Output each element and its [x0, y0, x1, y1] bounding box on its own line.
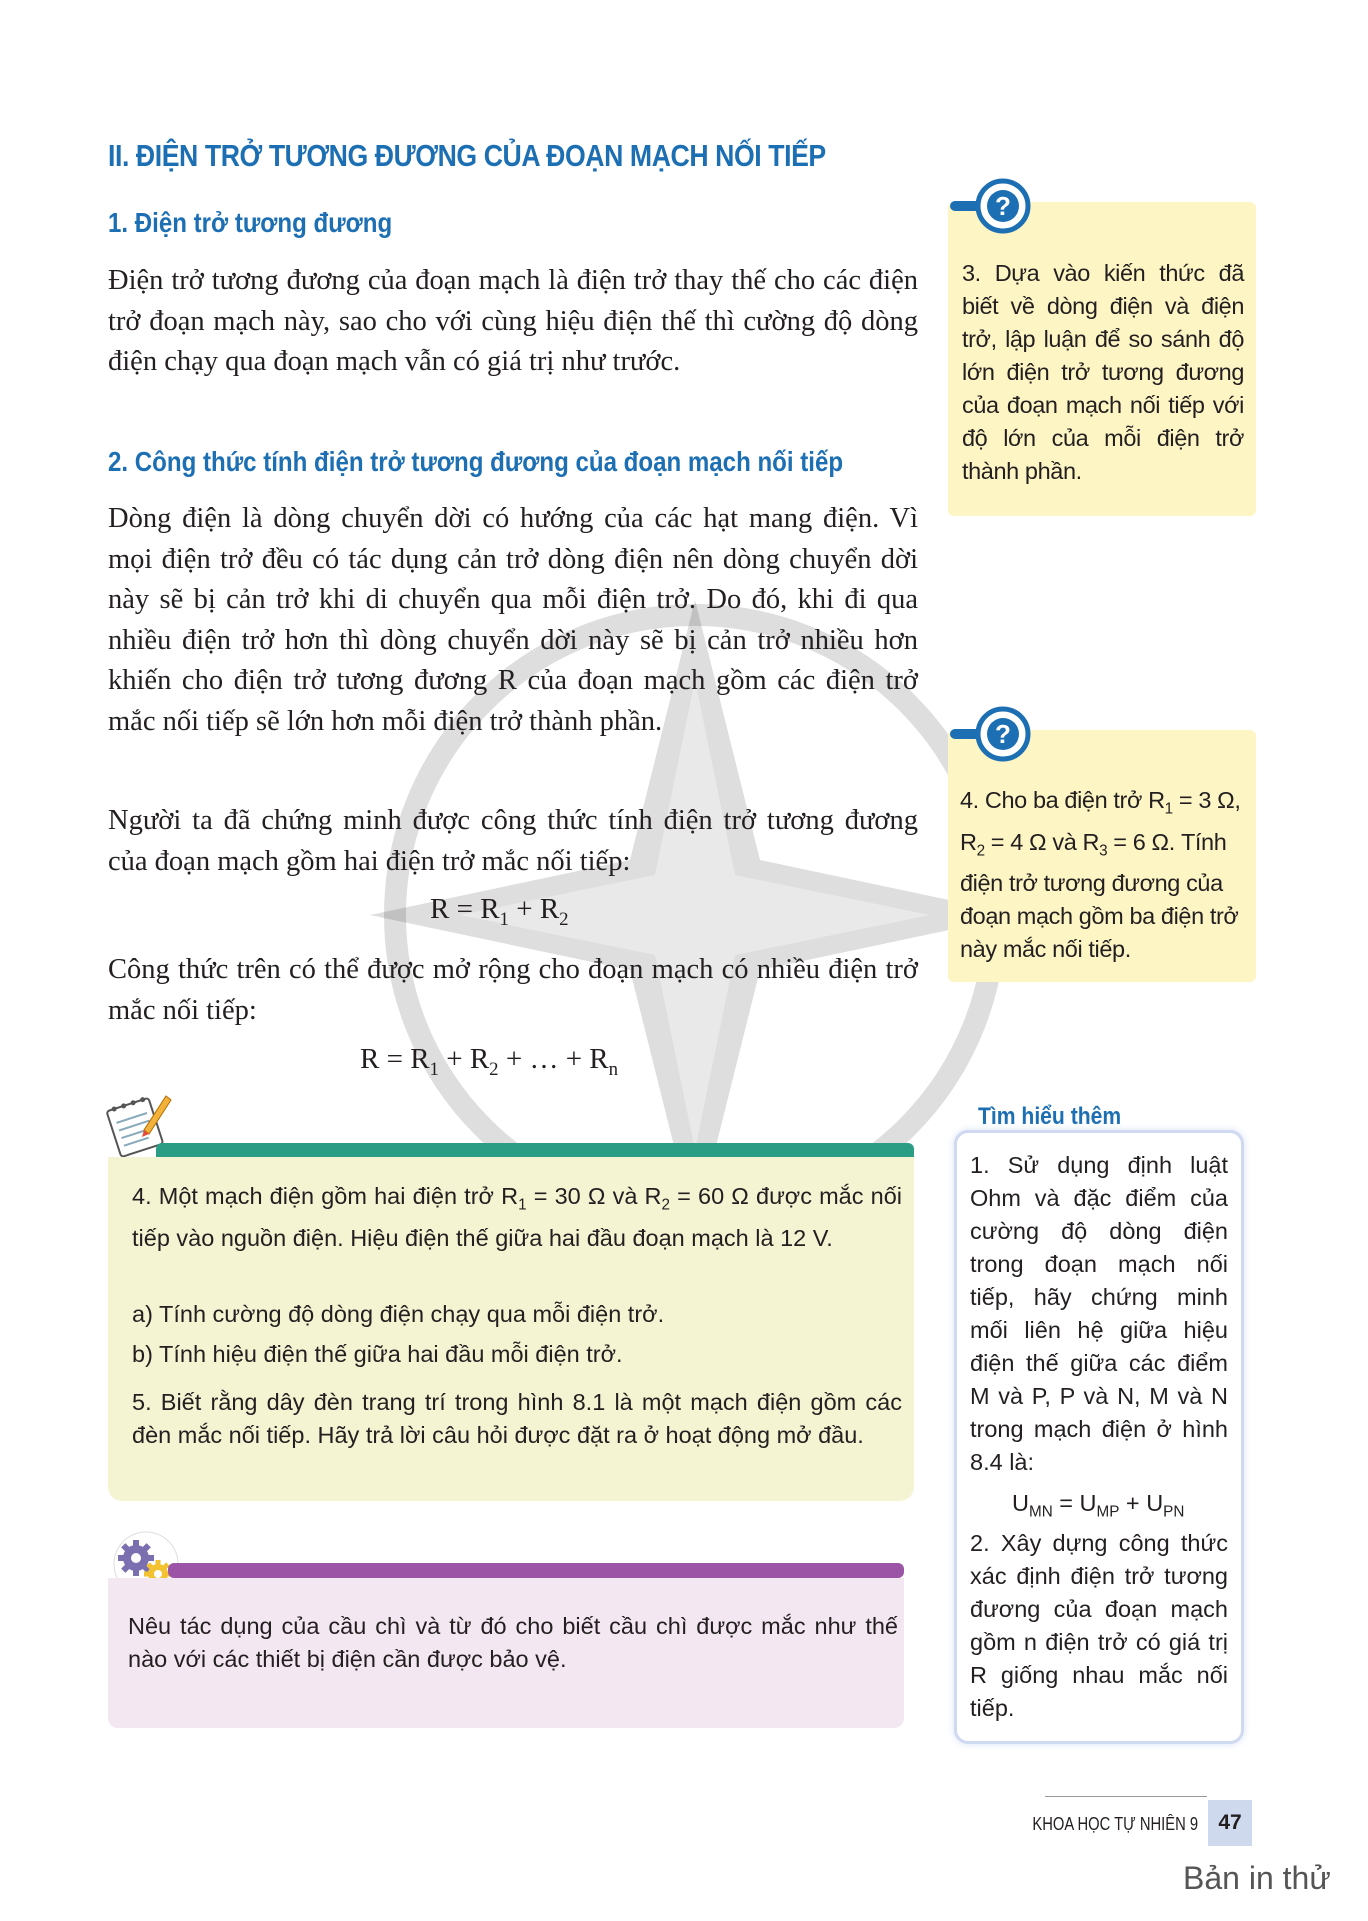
exercise-5-text: 5. Biết rằng dây đèn trang trí trong hình 8.1 là một mạch điện gồm các đèn mắc nối tiếp. Hãy trả lời câu hỏi được đặt ra ở hoạt động mở đầu.: [132, 1389, 902, 1448]
exercise-4a-text: a) Tính cường độ dòng điện chạy qua mỗi điện trở.: [132, 1301, 665, 1327]
section-title: II. ĐIỆN TRỞ TƯƠNG ĐƯƠNG CỦA ĐOẠN MẠCH NỐI TIẾP: [108, 138, 826, 173]
learn-more-title: Tìm hiểu thêm: [978, 1103, 1122, 1130]
svg-text:?: ?: [995, 191, 1011, 221]
question-icon: [948, 703, 1038, 765]
learn-more-paragraph-1: 1. Sử dụng định luật Ohm và đặc điểm của cường độ dòng điện trong đoạn mạch nối tiếp, hãy chứng minh mối liên hệ giữa hiệu điện thế giữa các điểm M và P, P và N, M và N trong mạch điện ở hình 8.4 là:: [970, 1152, 1228, 1475]
discussion-header-bar: [168, 1563, 904, 1578]
learn-more-paragraph-2: 2. Xây dựng công thức xác định điện trở tương đương của đoạn mạch gồm n điện trở có giá trị R giống nhau mắc nối tiếp.: [970, 1530, 1228, 1721]
subsection-2-paragraph-3: Công thức trên có thể được mở rộng cho đoạn mạch có nhiều điện trở mắc nối tiếp:: [108, 954, 918, 1026]
exercise-4-text: 4. Một mạch điện gồm hai điện trở $R_1 = 30$ Ω và $R_2 = 60$ Ω được mắc nối tiếp vào nguồn điện. Hiệu điện thế giữa hai đầu đoạn mạch là 12 V.: [132, 1183, 903, 1251]
subsection-2-paragraph-1: Dòng điện là dòng chuyển dời có hướng của các hạt mang điện. Vì mọi điện trở đều có tác dụng cản trở dòng điện nên dòng chuyển dời này sẽ bị cản trở khi di chuyển qua mỗi điện trở. Do đó, khi đi qua nhiều điện trở hơn thì dòng chuyển dời này sẽ bị cản trở nhiều hơn khiến cho điện trở tương đương R của đoạn mạch gồm các điện trở mắc nối tiếp sẽ lớn hơn mỗi điện trở thành phần.: [108, 503, 918, 737]
learn-more-formula: $U_{MN} = U_{MP} + U_{PN}$: [1012, 1490, 1185, 1521]
page-number: 47: [1208, 1800, 1252, 1846]
footer-rule: [1045, 1796, 1207, 1797]
subsection-1-paragraph: Điện trở tương đương của đoạn mạch là điện trở thay thế cho các điện trở đoạn mạch này, sao cho với cùng hiệu điện thế thì cường độ dòng điện chạy qua đoạn mạch vẫn có giá trị như trước.: [108, 265, 918, 377]
question-4-text: 4. Cho ba điện trở $R_1 = 3$ Ω, $R_2 = 4$ Ω và $R_3 = 6$ Ω. Tính điện trở tương đương của đoạn mạch gồm ba điện trở này mắc nối tiếp.: [960, 787, 1241, 963]
formula-two-resistors: $R = R_1 + R_2$: [430, 893, 569, 930]
formula-n-resistors: $R = R_1 + R_2$ + … + $R_n$: [360, 1043, 619, 1080]
footer-book-title: KHOA HỌC TỰ NHIÊN 9: [1032, 1814, 1198, 1834]
subsection-2-title: 2. Công thức tính điện trở tương đương của đoạn mạch nối tiếp: [108, 446, 844, 477]
draft-label: Bản in thử: [1183, 1860, 1331, 1896]
exercise-4b-text: b) Tính hiệu điện thế giữa hai đầu mỗi điện trở.: [132, 1341, 623, 1367]
question-icon: [948, 175, 1038, 237]
subsection-1-title: 1. Điện trở tương đương: [108, 207, 393, 238]
question-3-text: 3. Dựa vào kiến thức đã biết về dòng điện và điện trở, lập luận để so sánh độ lớn điện trở tương đương của đoạn mạch nối tiếp với độ lớn của mỗi điện trở thành phần.: [962, 260, 1244, 484]
exercise-header-bar: [156, 1143, 914, 1157]
svg-text:?: ?: [995, 719, 1011, 749]
discussion-text: Nêu tác dụng của cầu chì và từ đó cho biết cầu chì được mắc như thế nào với các thiết bị điện cần được bảo vệ.: [128, 1613, 898, 1672]
subsection-2-paragraph-2: Người ta đã chứng minh được công thức tính điện trở tương đương của đoạn mạch gồm hai điện trở mắc nối tiếp:: [108, 805, 918, 877]
